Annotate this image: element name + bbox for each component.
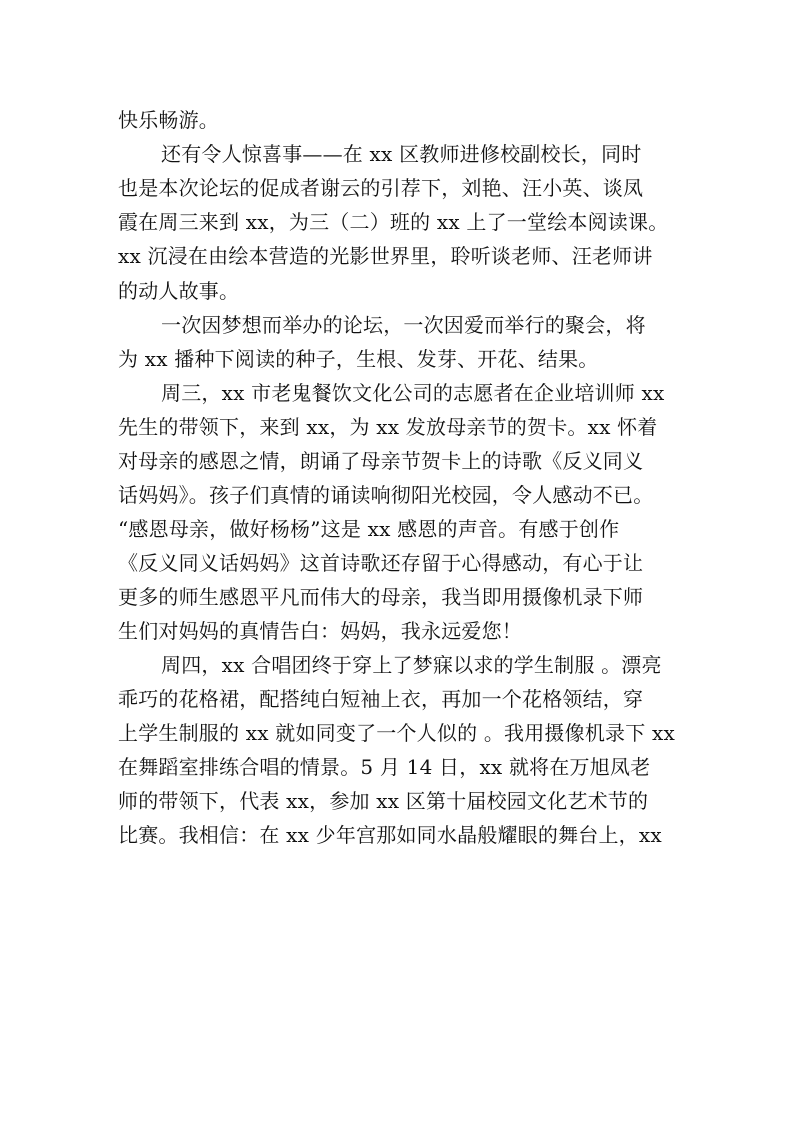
text-line: 生们对妈妈的真情告白：妈妈，我永远爱您！ — [118, 619, 522, 643]
text-line: 霞在周三来到 xx，为三（二）班的 xx 上了一堂绘本阅读课。 — [118, 210, 669, 234]
text-line: 更多的师生感恩平凡而伟大的母亲，我当即用摄像机录下师 — [118, 585, 644, 609]
text-line: 周四，xx 合唱团终于穿上了梦寐以求的学生制服 。漂亮 — [161, 653, 662, 677]
text-line: 的动人故事。 — [118, 279, 240, 303]
text-line: 为 xx 播种下阅读的种子，生根、发芽、开花、结果。 — [118, 347, 599, 371]
text-line: 《反义同义话妈妈》这首诗歌还存留于心得感动，有心于让 — [118, 551, 644, 575]
text-line: 上学生制服的 xx 就如同变了一个人似的 。我用摄像机录下 xx — [118, 721, 675, 745]
text-line: 对母亲的感恩之情，朗诵了母亲节贺卡上的诗歌《反义同义 — [118, 449, 644, 473]
text-line: 乖巧的花格裙，配搭纯白短袖上衣，再加一个花格领结，穿 — [118, 687, 644, 711]
text-line: xx 沉浸在由绘本营造的光影世界里，聆听谈老师、汪老师讲 — [118, 244, 653, 268]
text-line: 在舞蹈室排练合唱的情景。5 月 14 日，xx 就将在万旭凤老 — [118, 755, 651, 779]
text-line: 还有令人惊喜事——在 xx 区教师进修校副校长，同时 — [161, 142, 642, 166]
text-line: 一次因梦想而举办的论坛，一次因爱而举行的聚会，将 — [161, 313, 646, 337]
text-line: 先生的带领下，来到 xx，为 xx 发放母亲节的贺卡。xx 怀着 — [118, 415, 658, 439]
text-line: 比赛。我相信：在 xx 少年宫那如同水晶般耀眼的舞台上，xx — [118, 823, 662, 847]
text-line: “感恩母亲，做好杨杨”这是 xx 感恩的声音。有感于创作 — [118, 517, 620, 541]
text-line: 快乐畅游。 — [118, 108, 219, 132]
text-line: 话妈妈》。孩子们真情的诵读响彻阳光校园，令人感动不已。 — [118, 483, 654, 507]
text-line: 也是本次论坛的促成者谢云的引荐下，刘艳、汪小英、谈凤 — [118, 176, 644, 200]
text-line: 师的带领下，代表 xx，参加 xx 区第十届校园文化艺术节的 — [118, 789, 649, 813]
text-line: 周三，xx 市老鬼餐饮文化公司的志愿者在企业培训师 xx — [161, 381, 665, 405]
